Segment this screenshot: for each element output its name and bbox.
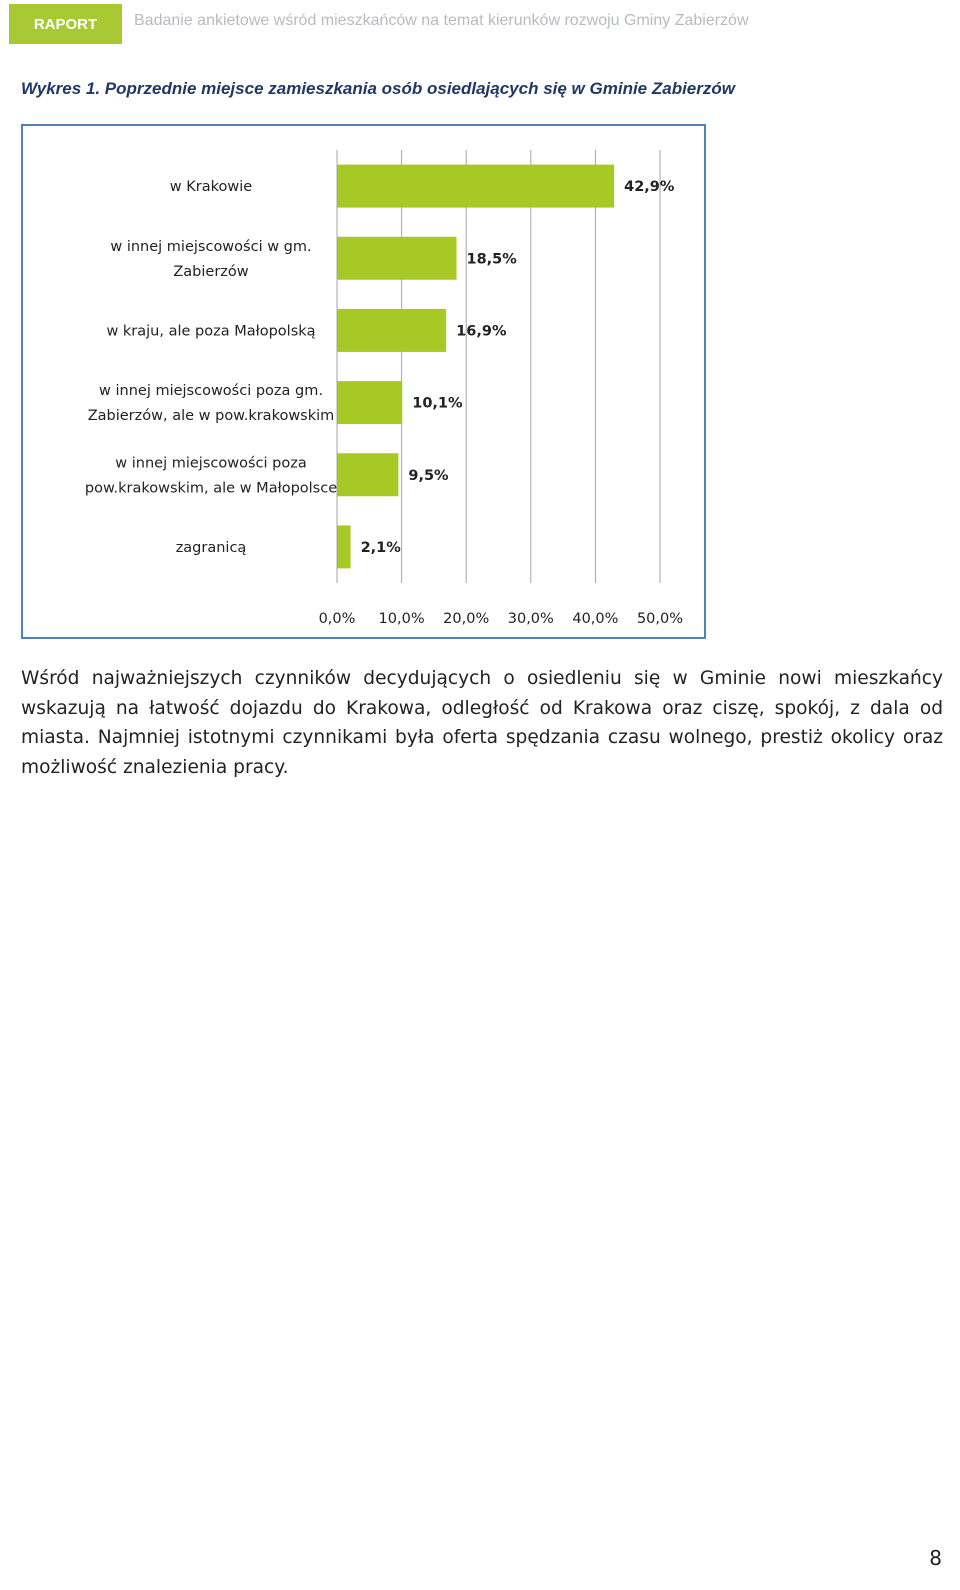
bar-1	[337, 237, 457, 280]
value-label-0: 42,9%	[624, 179, 675, 196]
bar-chart	[21, 124, 706, 639]
category-label-2: w kraju, ale poza Małopolską	[106, 323, 316, 340]
value-label-4: 9,5%	[408, 467, 449, 484]
value-label-5: 2,1%	[360, 539, 401, 556]
value-label-3: 10,1%	[412, 395, 463, 412]
x-tick-label-0: 0,0%	[318, 611, 356, 627]
category-label-0: w Krakowie	[169, 179, 253, 196]
value-label-2: 16,9%	[456, 323, 507, 340]
value-label-1: 18,5%	[466, 251, 517, 268]
category-label-1: w innej miejscowości w gm. Zabierzów	[110, 238, 312, 280]
body-paragraph: Wśród najważniejszych czynników decydujących o osiedleniu się w Gminie nowi mieszkańcy wskazują na łatwość dojazdu do Krakowa, odległość od Krakowa oraz ciszę, spokój, z dala od miasta. Najmniej istotnymi czynnikami była oferta spędzania czasu wolnego, prestiż okolicy oraz możliwość znalezienia pracy.	[21, 668, 943, 778]
page-number: 8	[929, 1546, 942, 1570]
report-badge: RAPORT	[9, 4, 122, 44]
report-header-title: Badanie ankietowe wśród mieszkańców na temat kierunków rozwoju Gminy Zabierzów	[134, 12, 749, 29]
x-tick-label-4: 40,0%	[572, 611, 619, 627]
bar-3	[337, 381, 402, 424]
bar-chart-svg	[23, 126, 704, 637]
bar-2	[337, 309, 446, 352]
x-tick-label-3: 30,0%	[507, 611, 554, 627]
x-tick-label-5: 50,0%	[636, 611, 684, 627]
x-tick-label-1: 10,0%	[378, 611, 425, 627]
bar-4	[337, 453, 398, 496]
x-tick-label-2: 20,0%	[443, 611, 490, 627]
category-label-4: w innej miejscowości poza pow.krakowskim, ale w Małopolsce	[84, 455, 338, 497]
category-label-5: zagranicą	[175, 539, 247, 556]
category-label-3: w innej miejscowości poza gm. Zabierzów, ale w pow.krakowskim	[87, 383, 335, 425]
figure-caption: Wykres 1. Poprzednie miejsce zamieszkania osób osiedlających się w Gminie Zabierzów	[21, 79, 735, 98]
bar-5	[337, 525, 351, 568]
bar-0	[337, 165, 614, 208]
